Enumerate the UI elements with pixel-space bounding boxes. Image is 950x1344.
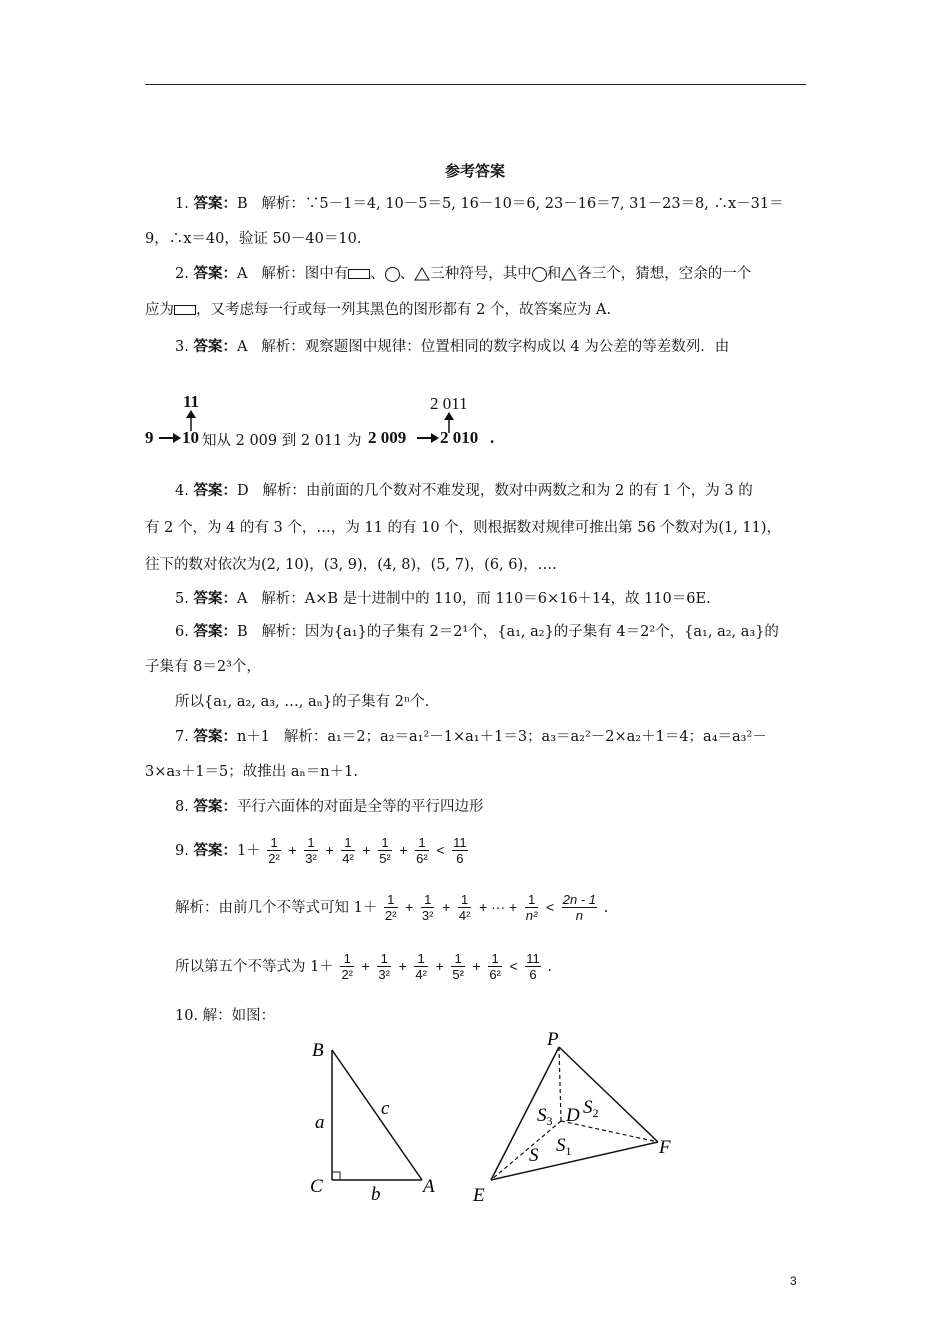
fraction: $\frac{11}{6}$ <box>526 951 540 982</box>
q2-line1: 2. 答案：A 解析：图中有 、 、 三种符号，其中 和 各三个，猜想，空余的一个 <box>175 265 752 282</box>
fraction: $\frac{11}{6}$ <box>453 835 467 866</box>
q8-line1: 8. 答案：平行六面体的对面是全等的平行四边形 <box>175 798 484 815</box>
page-number: 3 <box>790 1274 797 1288</box>
fraction: $\frac{1}{\text{6²}}$ <box>489 951 501 982</box>
right-arrow-icon <box>158 431 182 445</box>
tetrahedron-figure <box>465 1025 685 1210</box>
fraction: $\frac{1}{\text{n²}}$ <box>525 892 538 923</box>
fraction: $\frac{1}{\text{4²}}$ <box>342 835 354 866</box>
circle-symbol-icon <box>532 267 547 282</box>
fraction: $\frac{1}{\text{4²}}$ <box>458 892 471 923</box>
top-rule <box>145 84 806 85</box>
side-b-label: b <box>371 1184 381 1205</box>
vertex-b-label: B <box>312 1040 324 1061</box>
vertex-p-label: P <box>547 1029 559 1050</box>
fraction: $\frac{1}{\text{5²}}$ <box>452 951 464 982</box>
q3-line1: 3. 答案：A 解析：观察题图中规律：位置相同的数字构成以 4 为公差的等差数列．由 <box>175 338 730 355</box>
side-a-label: a <box>315 1112 325 1133</box>
q9-answer: 9. 答案：1＋ $\frac{1}{\text{2²}}$ + $\frac{1}{\text{3²}}$ + $\frac{1}{\text{4²}}$ + $\frac{1}{\text{5²}}$ + $\frac{1}{\text{6²}}$ < $\frac{11}{6}$ <box>175 835 467 866</box>
vertex-a-label: A <box>423 1176 435 1197</box>
triangle-symbol-icon <box>561 267 577 281</box>
q6-line1: 6. 答案：B 解析：因为{a₁}的子集有 2＝2¹个，{a₁, a₂}的子集有 4＝2²个，{a₁, a₂, a₃}的 <box>175 623 779 640</box>
q4-line2: 有 2 个，为 4 的有 3 个，…，为 11 的有 10 个，则根据数对规律可推出第 56 个数对为(1, 11)， <box>145 520 782 536</box>
fraction: $\frac{1}{\text{5²}}$ <box>379 835 391 866</box>
side-c <box>332 1050 422 1180</box>
edge-pd-dashed <box>559 1047 561 1121</box>
q2-line2: 应为 ，又考虑每一行或每一列其黑色的图形都有 2 个，故答案应为 A. <box>145 302 612 318</box>
q9-analysis: 解析：由前几个不等式可知 1＋ $\frac{1}{\text{2²}}$ + $\frac{1}{\text{3²}}$ + $\frac{1}{\text{4²}}$ + ··· + $\frac{1}{\text{n²}}$ < $\frac{2n - 1}{n}$ . <box>175 892 609 923</box>
up-arrow-icon <box>443 412 455 434</box>
fraction: $\frac{1}{\text{6²}}$ <box>416 835 428 866</box>
q6-line2: 子集有 8＝2³个， <box>145 659 261 675</box>
q10-line1: 10. 解：如图： <box>175 1008 276 1024</box>
fraction: $\frac{1}{\text{2²}}$ <box>268 835 280 866</box>
q4-line1: 4. 答案：D 解析：由前面的几个数对不难发现，数对中两数之和为 2 的有 1 个，为 3 的 <box>175 482 753 499</box>
triangle-symbol-icon <box>414 267 430 281</box>
rectangle-symbol-icon <box>348 269 370 279</box>
fraction: $\frac{1}{\text{3²}}$ <box>421 892 434 923</box>
q7-line2: 3×a₃＋1＝5；故推出 aₙ＝n＋1. <box>145 764 358 780</box>
fraction: $\frac{1}{\text{4²}}$ <box>415 951 427 982</box>
face-s2-label: $S_2$ <box>583 1097 599 1120</box>
right-arrow-icon <box>416 431 440 445</box>
q5-line1: 5. 答案：A 解析：A×B 是十进制中的 110，而 110＝6×16＋14，故 110＝6E. <box>175 590 711 607</box>
up-arrow-icon <box>185 410 197 432</box>
edge-ef <box>491 1142 658 1180</box>
fraction: $\frac{1}{\text{2²}}$ <box>384 892 397 923</box>
q7-line1: 7. 答案：n＋1 解析：a₁＝2；a₂＝a₁²－1×a₁＋1＝3；a₃＝a₂²－2×a₂＋1＝4；a₄＝a₃²－ <box>175 728 767 745</box>
vertex-d-label: D <box>566 1105 580 1126</box>
right-angle-mark <box>332 1172 340 1180</box>
vertex-c-label: C <box>310 1176 323 1197</box>
q9-fifth-inequality: 所以第五个不等式为 1＋ $\frac{1}{\text{2²}}$ + $\frac{1}{\text{3²}}$ + $\frac{1}{\text{4²}}$ + $\frac{1}{\text{5²}}$ + $\frac{1}{\text{6²}}$ < $\frac{11}{6}$ . <box>175 951 553 982</box>
q6-line3: 所以{a₁, a₂, a₃, …, aₙ}的子集有 2ⁿ个. <box>175 694 430 710</box>
fraction: $\frac{1}{\text{2²}}$ <box>341 951 354 982</box>
face-s1-label: $S_1$ <box>556 1135 572 1158</box>
circle-symbol-icon <box>385 267 400 282</box>
fraction: $\frac{1}{\text{3²}}$ <box>305 835 317 866</box>
right-triangle-figure <box>300 1030 460 1210</box>
vertex-e-label: E <box>473 1185 485 1206</box>
q1-line1: 1. 答案：B 解析：∵5－1＝4, 10－5＝5, 16－10＝6, 23－16＝7, 31－23＝8, ∴x－31＝ <box>175 195 784 212</box>
vertex-f-label: F <box>659 1137 671 1158</box>
q1-line2: 9，∴x＝40，验证 50－40＝10. <box>145 231 362 247</box>
edge-pf <box>559 1047 658 1142</box>
fraction: $\frac{1}{\text{3²}}$ <box>378 951 390 982</box>
rectangle-symbol-icon <box>174 305 196 315</box>
fraction: $\frac{2n - 1}{n}$ <box>562 892 597 923</box>
side-c-label: c <box>381 1098 390 1119</box>
q4-line3: 往下的数对依次为(2, 10)，(3, 9)，(4, 8)，(5, 7)，(6, 6)，…. <box>145 557 557 573</box>
page-title: 参考答案 <box>444 162 505 180</box>
face-s3-label: $S_3$ <box>537 1105 553 1128</box>
edge-de-dashed <box>491 1121 561 1180</box>
face-s-label: S <box>529 1145 539 1166</box>
